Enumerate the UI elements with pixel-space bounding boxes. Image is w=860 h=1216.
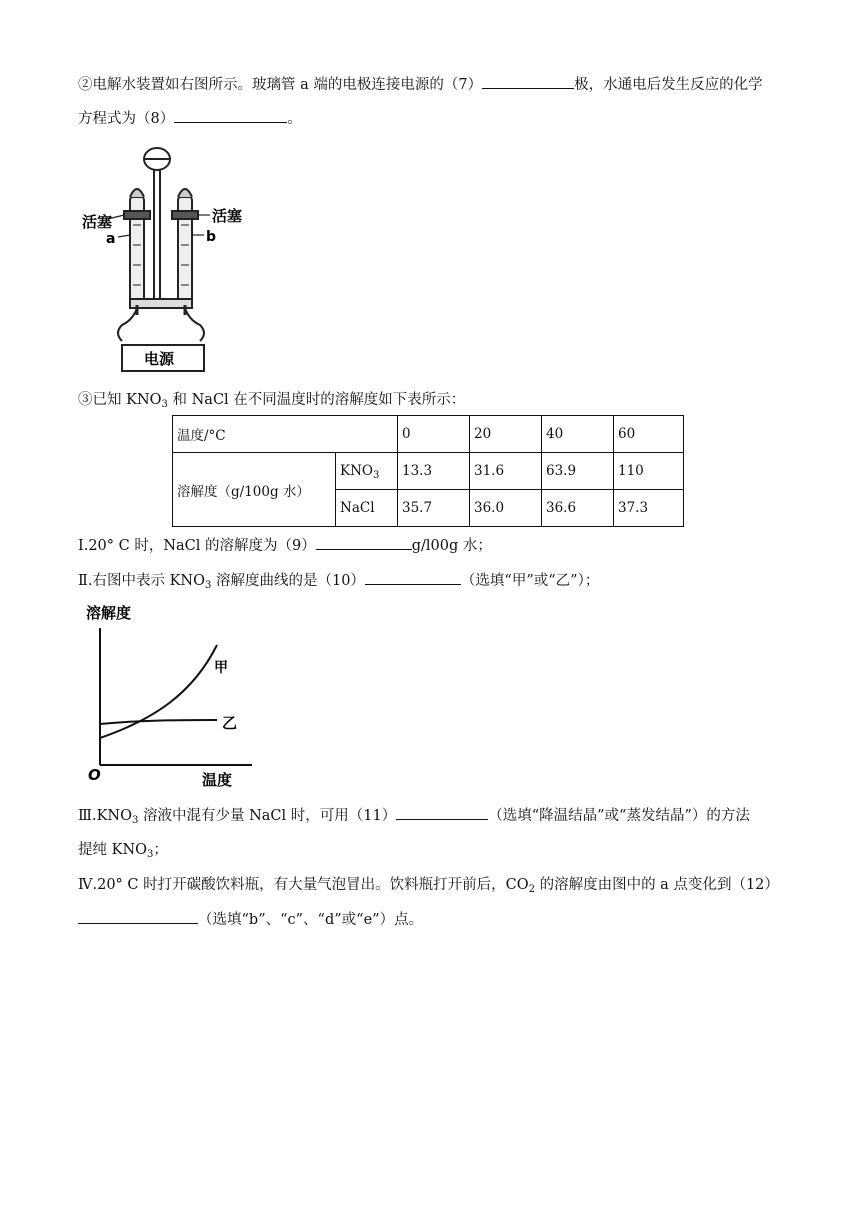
q10-choices: （选填“甲”或“乙”）； — [460, 573, 600, 589]
q12-sub: 2 — [528, 884, 535, 895]
question-12-line — [78, 875, 784, 895]
curve-jia-label: 甲 — [214, 660, 228, 676]
q12-choices: （选填“b”、“c”、“d”或“e”）点。 — [198, 912, 424, 928]
q11-sub: 3 — [132, 815, 139, 826]
kno3-value: 110 — [614, 453, 684, 490]
q10-sub: 3 — [204, 580, 212, 591]
answer-blank-7[interactable] — [482, 74, 574, 89]
q11-text-pre: Ⅲ.KNO — [78, 808, 132, 824]
nacl-label: NaCl — [336, 490, 398, 527]
temp-header: 温度/°C — [173, 416, 398, 453]
solubility-curve-figure — [82, 600, 252, 790]
q11-line2-sub: 3 — [147, 849, 154, 860]
q9-unit: g/l00g 水； — [411, 538, 492, 554]
nacl-value: 35.7 — [398, 490, 470, 527]
temp-0: 0 — [398, 416, 470, 453]
electrolysis-apparatus-figure — [78, 145, 258, 375]
question-11-line-2 — [78, 840, 784, 860]
question-12-line-2 — [78, 909, 784, 930]
curve-yi-label: 乙 — [222, 714, 238, 732]
question-10-line — [78, 570, 784, 591]
temp-60: 60 — [614, 416, 684, 453]
q9-text: Ⅰ.20° C 时，NaCl 的溶解度为（9） — [78, 538, 316, 554]
curve-yi — [100, 720, 217, 724]
temp-20: 20 — [470, 416, 542, 453]
nacl-value: 36.6 — [542, 490, 614, 527]
right-stopcock-label: 活塞 — [212, 207, 243, 225]
question-8-line — [78, 108, 784, 129]
q8-end: 。 — [287, 111, 302, 127]
left-stopcock-label: 活塞 — [82, 213, 113, 231]
table-intro — [78, 390, 784, 410]
q11-choices: （选填“降温结晶”或“蒸发结晶”）的方法 — [488, 808, 750, 824]
kno3-value: 63.9 — [542, 453, 614, 490]
q10-text-pre: Ⅱ.右图中表示 KNO — [78, 573, 205, 589]
answer-blank-11[interactable] — [396, 805, 488, 820]
q8-text: 方程式为（8） — [78, 111, 175, 127]
q11-line2-pre: 提纯 KNO — [78, 842, 148, 858]
tube-b-label: b — [206, 229, 217, 245]
q12-text-post: 的溶解度由图中的 a 点变化到（12） — [534, 877, 779, 893]
q11-line2-post: ； — [153, 842, 168, 858]
answer-blank-10[interactable] — [365, 570, 461, 585]
power-supply-label: 电源 — [144, 350, 175, 368]
tube-a-label: a — [106, 231, 116, 247]
curve-origin: O — [88, 766, 101, 784]
curve-ylabel: 溶解度 — [86, 604, 132, 622]
answer-blank-9[interactable] — [316, 535, 412, 550]
table-intro-pre: ③已知 KNO — [78, 392, 162, 408]
question-9-line — [78, 535, 784, 556]
kno3-value: 13.3 — [398, 453, 470, 490]
solubility-header: 溶解度（g/100g 水） — [173, 453, 336, 527]
temp-40: 40 — [542, 416, 614, 453]
curve-xlabel: 温度 — [202, 771, 233, 789]
q12-text-pre: Ⅳ.20° C 时打开碳酸饮料瓶，有大量气泡冒出。饮料瓶打开前后，CO — [78, 877, 529, 893]
kno3-label-pre: KNO — [340, 463, 373, 479]
nacl-value: 36.0 — [470, 490, 542, 527]
question-11-line — [78, 805, 784, 826]
table-row-kno3 — [173, 453, 684, 490]
question-7-line — [78, 74, 784, 95]
kno3-value: 31.6 — [470, 453, 542, 490]
q7-text-b: 极，水通电后发生反应的化学 — [574, 77, 763, 93]
solubility-table — [172, 415, 684, 527]
table-row-temperature — [173, 416, 684, 453]
nacl-value: 37.3 — [614, 490, 684, 527]
kno3-label — [336, 453, 398, 490]
answer-blank-12[interactable] — [78, 909, 198, 924]
kno3-label-sub: 3 — [372, 470, 380, 481]
answer-blank-8[interactable] — [174, 108, 287, 123]
q10-text-mid: 溶解度曲线的是（10） — [211, 573, 365, 589]
table-intro-sub: 3 — [161, 399, 168, 410]
q11-text-mid: 溶液中混有少量 NaCl 时，可用（11） — [138, 808, 397, 824]
table-intro-post: 和 NaCl 在不同温度时的溶解度如下表所示： — [167, 392, 466, 408]
curve-jia — [100, 645, 217, 738]
q7-text-a: ②电解水装置如右图所示。玻璃管 a 端的电极连接电源的（7） — [78, 77, 483, 93]
